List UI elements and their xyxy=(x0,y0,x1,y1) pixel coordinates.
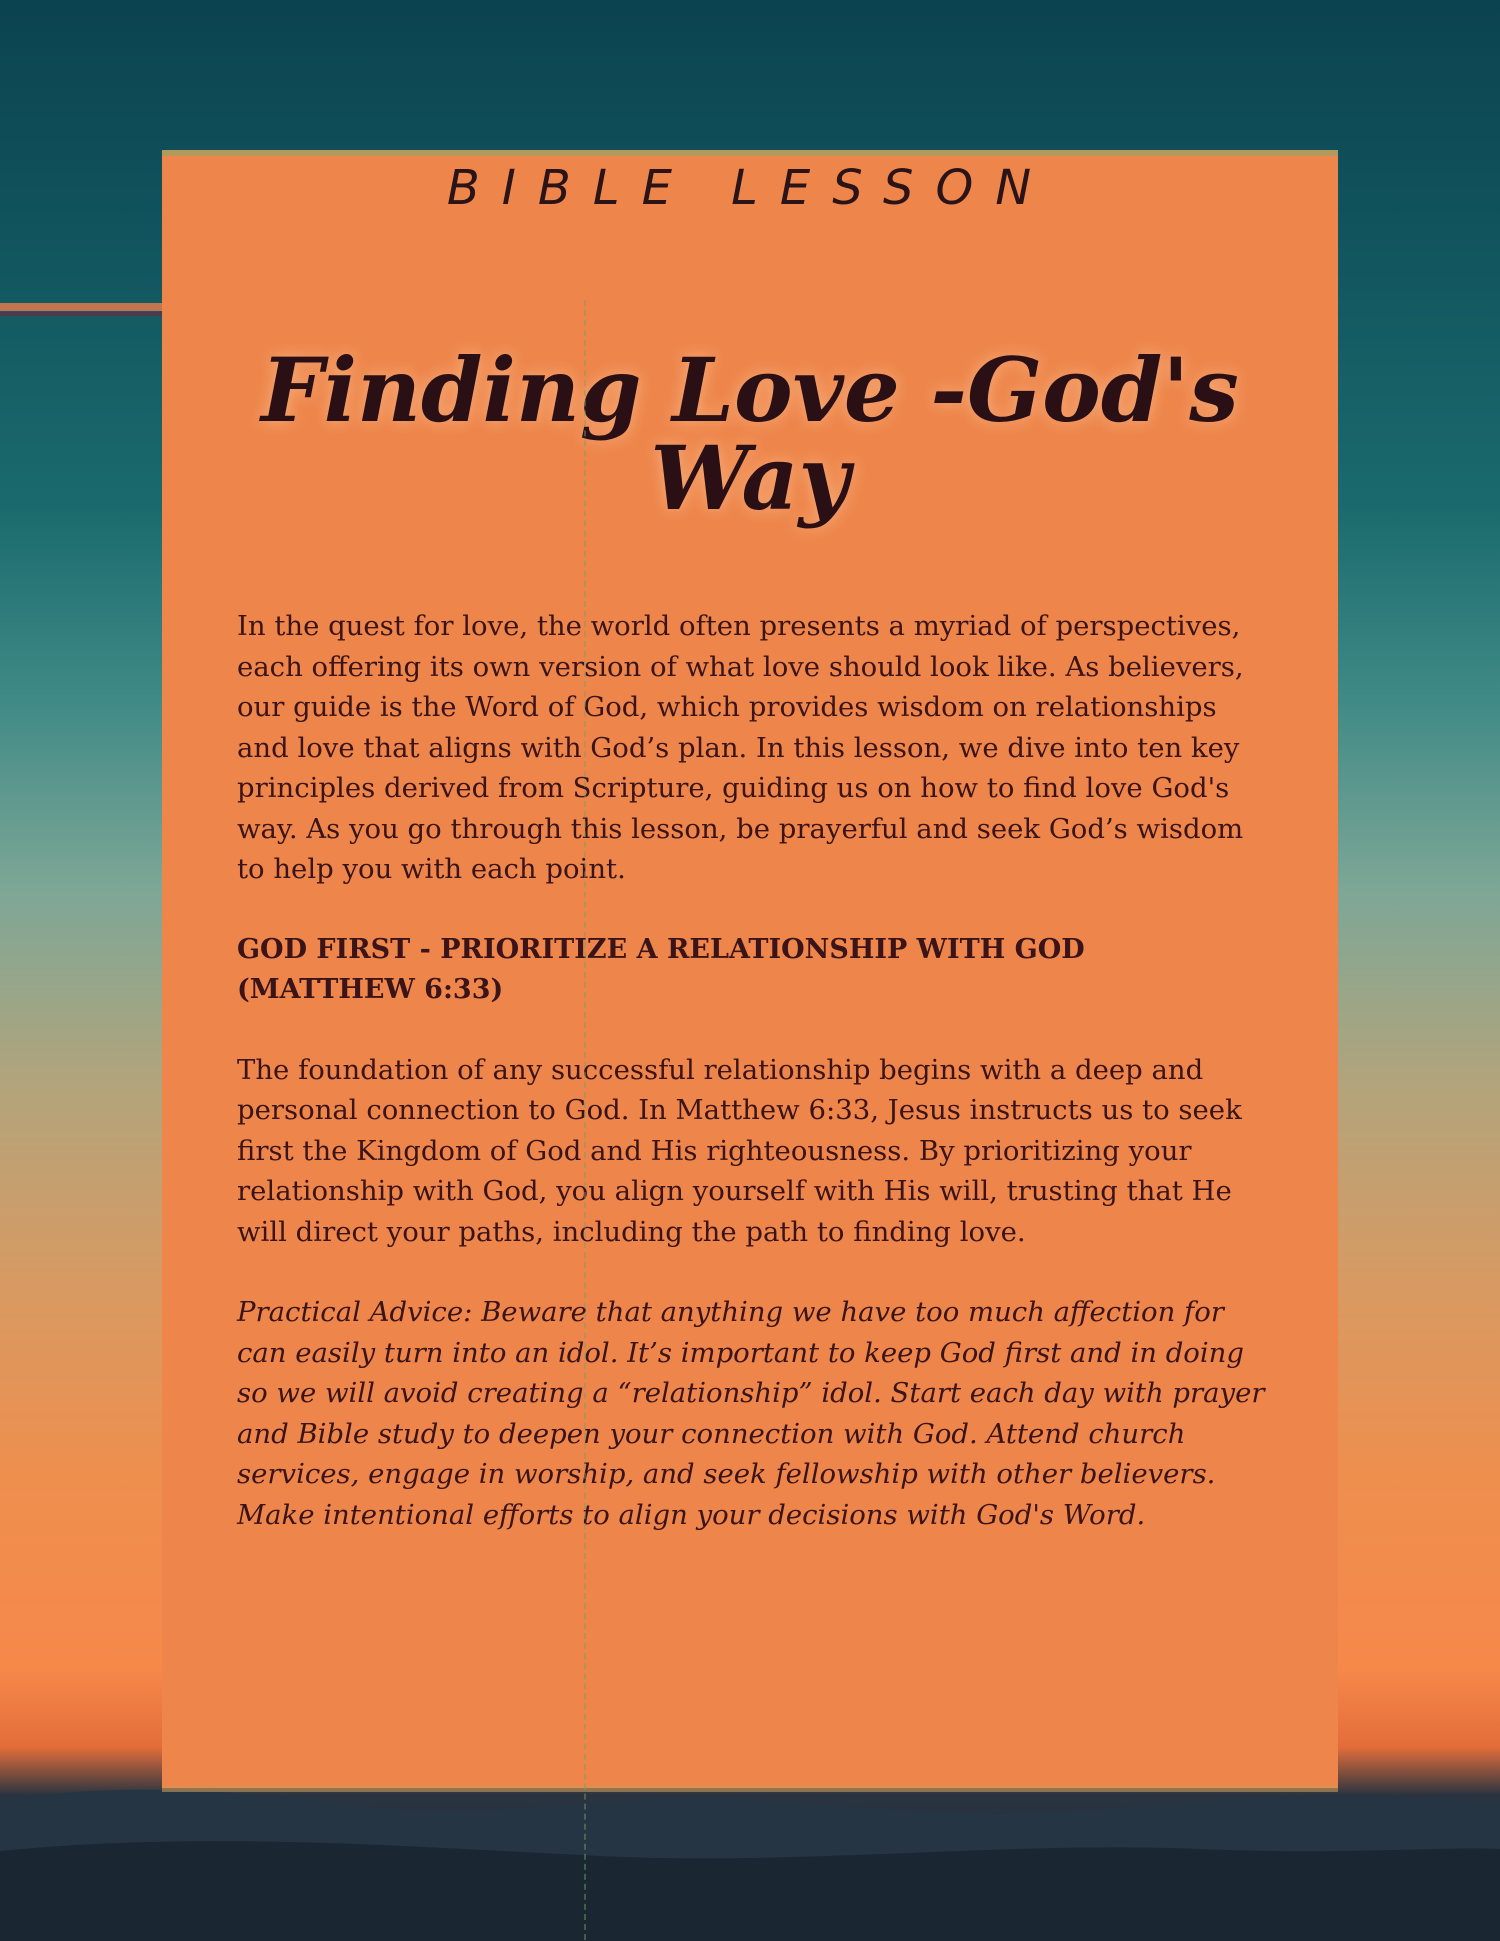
card-bottom-strip xyxy=(162,1786,1338,1792)
section-heading: GOD FIRST - PRIORITIZE A RELATIONSHIP WITH GOD (MATTHEW 6:33) xyxy=(237,933,1085,1005)
lesson-content xyxy=(237,606,1267,1535)
intro-paragraph: In the quest for love, the world often presents a myriad of perspectives, each offering its own version of what love should look like. As believers, our guide is the Word of God, which provides wisdom on relationships and love that aligns with God’s plan. In this lesson, we dive into ten key principles derived from Scripture, guiding us on how to find love God's way. As you go through this lesson, be prayerful and seek God’s wisdom to help you with each point. xyxy=(237,610,1244,885)
decorative-dashed-line xyxy=(584,300,586,1940)
lesson-title: Finding Love -God's Way xyxy=(261,338,1239,530)
lesson-card xyxy=(162,150,1338,1788)
practical-advice-paragraph: Practical Advice: Beware that anything we have too much affection for can easily turn into an idol. It’s important to keep God first and in doing so we will avoid creating a “relationship” idol. Start each day with prayer and Bible study to deepen your connection with God. Attend church services, engage in worship, and seek fellowship with other believers. Make intentional efforts to align your decisions with God's Word. xyxy=(237,1296,1265,1531)
section-body-paragraph: The foundation of any successful relationship begins with a deep and personal connection to God. In Matthew 6:33, Jesus instructs us to seek first the Kingdom of God and His righteousness. By prioritizing your relationship with God, you align yourself with His will, trusting that He will direct your paths, including the path to finding love. xyxy=(237,1053,1242,1248)
lesson-eyebrow: BIBLE LESSON xyxy=(446,160,1054,216)
